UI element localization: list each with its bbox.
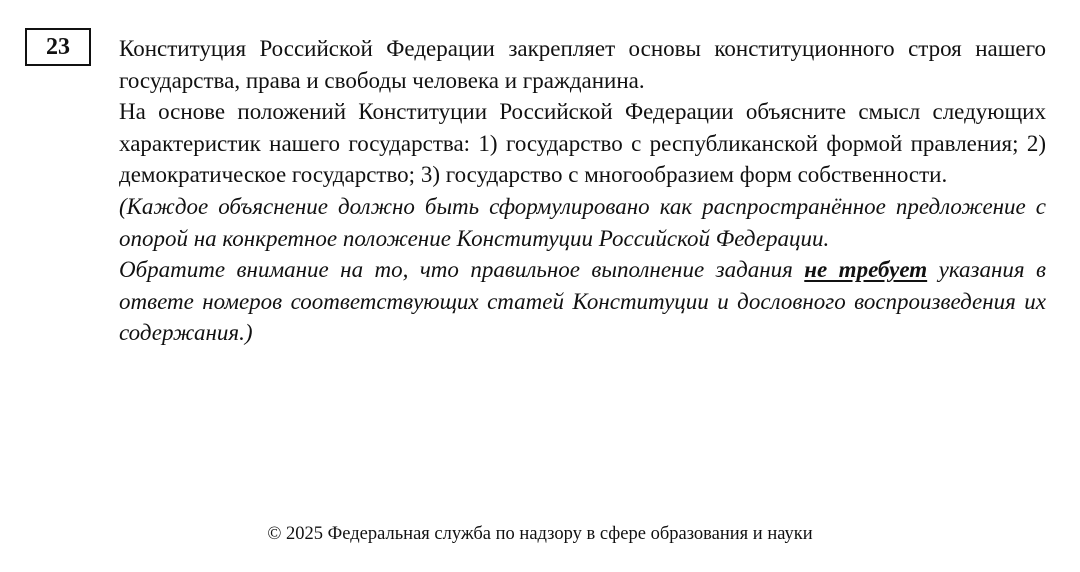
page-footer [0,524,1080,545]
task-number-box [25,28,91,66]
note-text-start: Обратите внимание на то, что правильное выполнение задания [119,257,805,283]
task-intro-paragraph: Конституция Российской Федерации закрепляет основы конституционного строя нашего государства, права и свободы человека и гражданина. [119,36,1046,93]
task-hint-paragraph: (Каждое объяснение должно быть сформулировано как распространённое предложение с опорой на конкретное положение Конституции Российской Федерации. [119,193,1046,251]
note-text-end: указания в ответе номеров соответствующих статей Конституции и дословного воспроизведения их содержания.) [119,257,1047,346]
copyright-text: © 2025 Федеральная служба по надзору в сфере образования и науки [267,524,813,544]
task-question-paragraph: На основе положений Конституции Российской Федерации объясните смысл следующих характеристик нашего государства: 1) государство с республиканской формой правления; 2) демократическое государство; 3) государство с многообразием форм собственности. [119,99,1046,188]
note-emphasis: не требует [804,257,928,283]
task-number: 23 [46,33,70,60]
task-note-paragraph [119,254,1046,349]
task-text [119,33,1046,349]
